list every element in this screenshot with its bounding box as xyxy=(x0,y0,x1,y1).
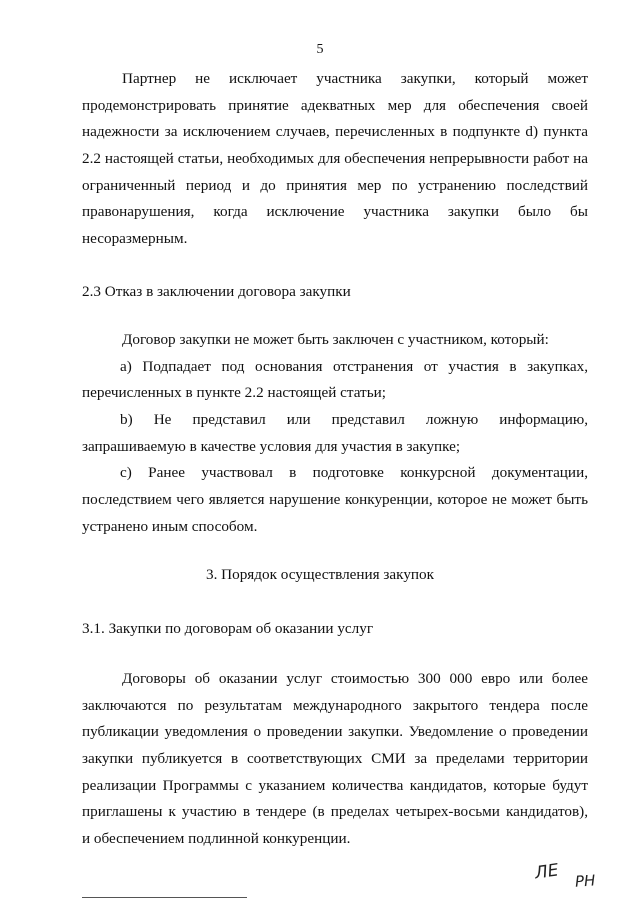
list-item-b: b) Не представил или представил ложную информацию, xyxy=(120,411,588,429)
text-line: приглашены к участию в тендере (в пределах четырех-восьми кандидатов), xyxy=(82,803,588,821)
text-line: публикации уведомления о проведении закупки. Уведомление о проведении xyxy=(82,723,588,741)
text-line: продемонстрировать принятие адекватных мер для обеспечения своей xyxy=(82,96,588,114)
text-line: надежности за исключением случаев, перечисленных в подпункте d) пункта xyxy=(82,123,588,141)
section-heading-3-1: 3.1. Закупки по договорам об оказании услуг xyxy=(82,620,374,637)
text-line: ограниченный период и до принятия мер по устранению последствий xyxy=(82,176,588,194)
text-line: перечисленных в пункте 2.2 настоящей статьи; xyxy=(82,384,386,402)
paragraph-partner-exclusion xyxy=(82,66,588,253)
paragraph-services-contracts xyxy=(82,666,588,853)
text-line: Договоры об оказании услуг стоимостью 300 000 евро или более xyxy=(122,670,588,687)
handwritten-initials-2: PH xyxy=(574,871,596,891)
text-line: заключаются по результатам международного закрытого тендера после xyxy=(82,696,588,714)
text-line: и обеспечением подлинной конкуренции. xyxy=(82,830,351,848)
paragraph-refusal xyxy=(82,327,588,541)
text-line: Договор закупки не может быть заключен с участником, который: xyxy=(122,331,549,348)
list-item-c: c) Ранее участвовал в подготовке конкурсной документации, xyxy=(120,464,588,482)
text-line: реализации Программы с указанием количества кандидатов, которые будут xyxy=(82,776,588,794)
page-number: 5 xyxy=(316,42,324,57)
text-line: 2.2 настоящей статьи, необходимых для обеспечения непрерывности работ на xyxy=(82,150,588,168)
text-line: устранено иным способом. xyxy=(82,517,258,535)
text-line: Партнер не исключает участника закупки, который может xyxy=(122,70,588,87)
text-line: правонарушения, когда исключение участника закупки было бы xyxy=(82,203,588,221)
text-line: последствием чего является нарушение конкуренции, которое не может быть xyxy=(82,491,588,509)
footer-divider xyxy=(82,897,247,898)
handwritten-initials-1: ЛЕ xyxy=(533,860,560,884)
text-line: закупки публикуется в соответствующих СМИ за пределами территории xyxy=(82,750,588,768)
section-heading-2-3: 2.3 Отказ в заключении договора закупки xyxy=(82,283,351,300)
section-heading-3: 3. Порядок осуществления закупок xyxy=(205,566,435,583)
list-item-a: a) Подпадает под основания отстранения от участия в закупках, xyxy=(120,357,588,375)
text-line: запрашиваемую в качестве условия для участия в закупке; xyxy=(82,437,461,455)
text-line: несоразмерным. xyxy=(82,230,188,248)
